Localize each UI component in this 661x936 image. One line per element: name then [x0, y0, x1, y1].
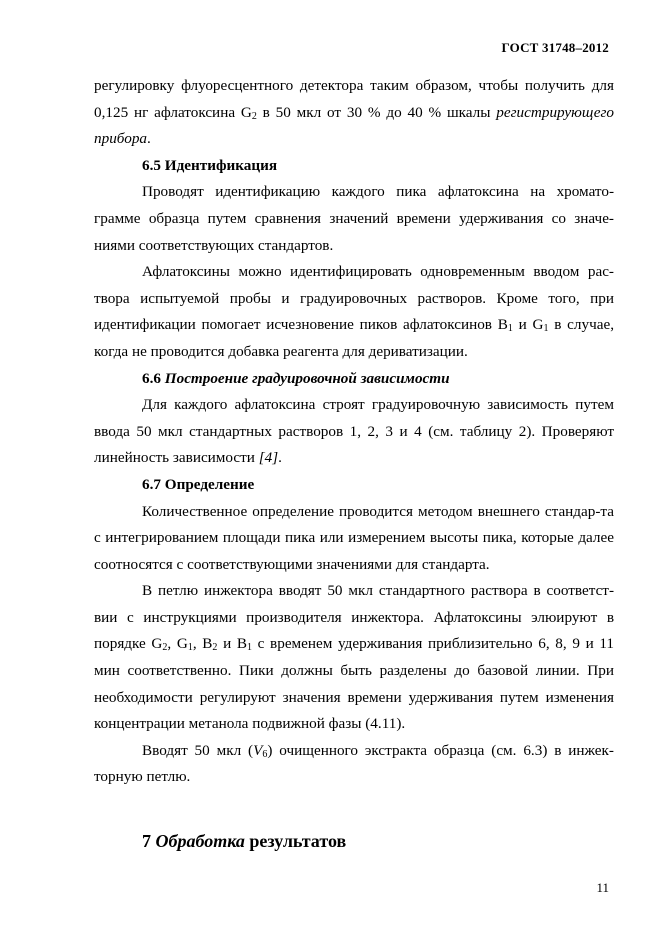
text-run: ) очищенного экстракта образца (см. 6.3) в инжек-торную петлю. — [94, 741, 614, 786]
paragraph-determination-3 — [94, 738, 614, 791]
paragraph-determination-2 — [94, 578, 614, 738]
text-run: , B — [192, 635, 213, 653]
standard-header: ГОСТ 31748–2012 — [501, 40, 609, 55]
section-heading-6-5 — [94, 153, 614, 180]
subscript: 1 — [543, 323, 549, 335]
subscript: 2 — [162, 642, 168, 654]
subscript: 6 — [262, 748, 268, 760]
section-number: 7 — [142, 831, 151, 851]
variable: V — [253, 741, 263, 759]
paragraph-calibration — [94, 392, 614, 472]
subscript: 1 — [507, 323, 513, 335]
section-number: 6.5 — [142, 156, 161, 174]
text-run: . — [278, 449, 282, 467]
page-number: 11 — [596, 880, 609, 895]
section-heading-6-6 — [94, 366, 614, 393]
text-run: В петлю инжектора вводят 50 мкл стандартного раствора в соответст-вии с инструкциями производителя инжектора. Афлатоксины элюируют в порядке G — [94, 582, 614, 653]
text-run: в случае, когда не проводится добавка реагента для дериватизации. — [94, 316, 614, 360]
subscript: 1 — [187, 642, 193, 654]
section-title: результатов — [249, 831, 347, 851]
section-title: Идентификация — [164, 156, 278, 174]
body-text — [94, 73, 614, 791]
text-run: Вводят 50 мкл ( — [142, 741, 254, 759]
section-number: 6.6 — [142, 369, 161, 387]
section-heading-7 — [142, 831, 346, 852]
section-title: Построение градуировочной зависимости — [164, 369, 450, 387]
italic-text: регистрирующего прибора — [94, 103, 614, 148]
text-run: Афлатоксины можно идентифицировать одновременным вводом рас-твора испытуемой пробы и градуировочных растворов. Кроме того, при идентификации помогает исчезновение пиков афлатоксинов B — [94, 263, 614, 334]
text-run: и B — [217, 635, 247, 653]
text-run: Для каждого афлатоксина строят градуировочную зависимость путем ввода 50 мкл стандартных растворов 1, 2, 3 и 4 (см. таблицу 2). Проверяют линейность зависимости — [94, 396, 614, 467]
text-run: с временем удерживания приблизительно 6, 8, 9 и 11 мин соответственно. Пики должны быть разделены до базовой линии. При необходимости регулируют значения времени удерживания путем изменения концентрации метанола подвижной фазы (4.11). — [94, 635, 614, 733]
text-run: в 50 мкл от 30 % до 40 % шкалы — [256, 103, 497, 121]
section-heading-6-7 — [94, 472, 614, 499]
section-title-italic: Обработка — [155, 831, 245, 851]
subscript: 1 — [247, 642, 252, 654]
section-number: 6.7 — [142, 475, 161, 493]
paragraph-identification-2 — [94, 259, 614, 365]
text-run: регулировку флуоресцентного детектора таким образом, чтобы получить для 0,125 нг афлатоксина G — [94, 77, 614, 121]
section-title: Определение — [164, 475, 255, 493]
text-run: , G — [167, 635, 188, 653]
continuation-paragraph — [94, 73, 614, 153]
paragraph-identification-1: Проводят идентификацию каждого пика афлатоксина на хромато-грамме образца путем сравнения значений времени удерживания со значе-ниями соответствующих стандартов. — [94, 183, 614, 254]
subscript: 2 — [251, 110, 257, 122]
paragraph-determination-1: Количественное определение проводится методом внешнего стандар-та с интегрированием площади пика или измерением высоты пика, которые далее соотносятся с соответствующими значениями для стандарта. — [94, 502, 614, 573]
text-run: . — [147, 130, 151, 148]
bibliography-reference: [4] — [258, 449, 279, 467]
subscript: 2 — [212, 642, 218, 654]
text-run: и G — [512, 316, 544, 334]
